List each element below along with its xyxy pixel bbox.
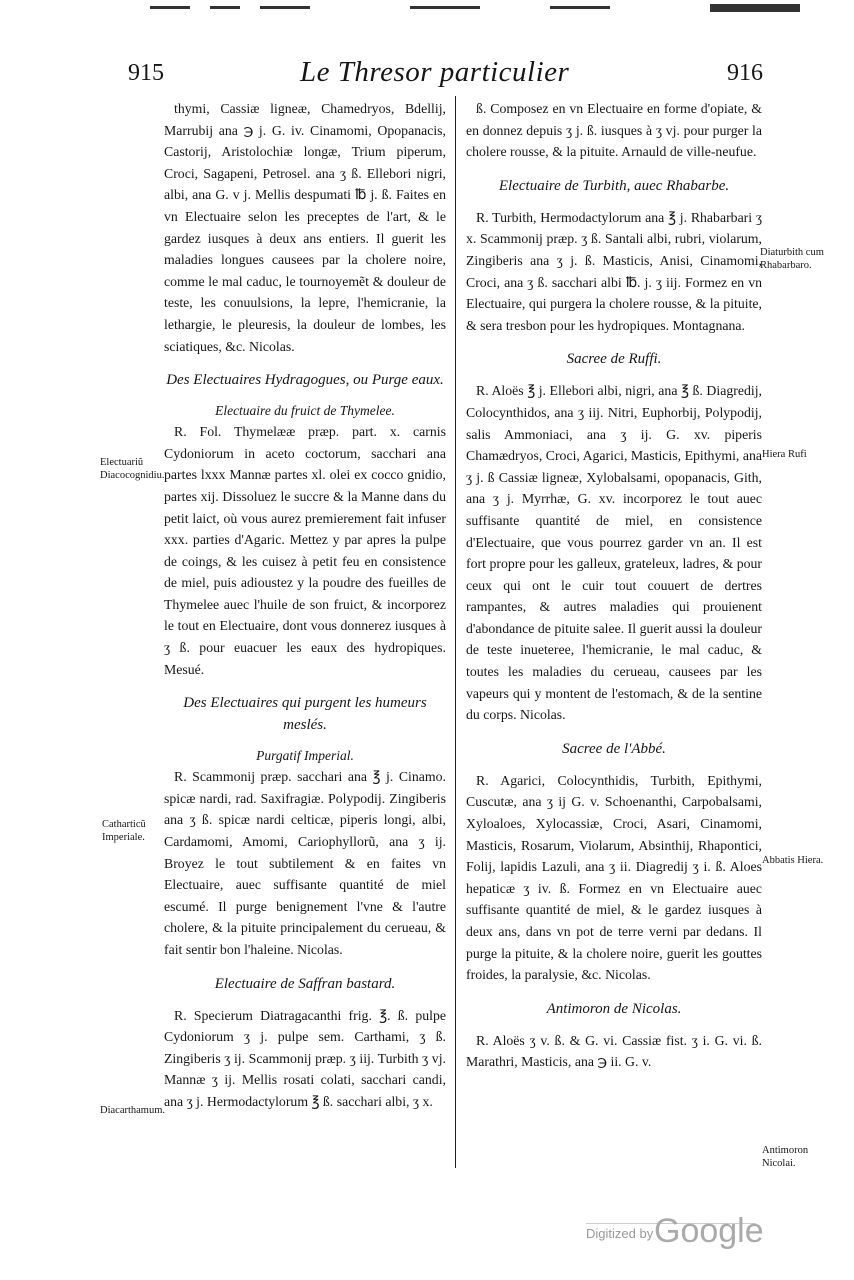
section-heading: Des Electuaires qui purgent les humeurs meslés.	[183, 695, 427, 734]
section-heading: Sacree de Ruffi.	[566, 351, 662, 368]
left-page-number: 915	[128, 60, 164, 86]
margin-note-electuarium: Electuariũ Diacocognidiu.	[100, 457, 165, 481]
section-heading: Des Electuaires Hydragogues, ou Purge eaux.	[166, 372, 444, 389]
column-rule	[455, 96, 456, 1168]
right-page-number: 916	[727, 60, 763, 86]
margin-note-diaturbith: Diaturbith cum Rhabarbaro.	[760, 247, 824, 271]
scan-top-edge	[150, 0, 810, 20]
left-column	[164, 98, 446, 1113]
section-heading: Antimoron de Nicolas.	[546, 1000, 682, 1017]
paragraph: R. Turbith, Hermodactylorum ana ℥ j. Rhabarbari ʒ x. Scammonij præp. ʒ ß. Santali albi, rubri, violarum, Zingiberis ana ʒ j. ß. Masticis, Anisi, Cinamomi, Croci, ana ʒ ß. sacchari albi ℔. j. ʒ iij. Formez en vn Electuaire, qui purgera la cholere rousse, & la pituite, & sera tresbon pour les hydropiques. Montagnana.	[466, 209, 762, 333]
margin-note-catharticum: Catharticũ Imperiale.	[102, 819, 146, 843]
margin-note-diacarthamum: Diacarthamum.	[100, 1105, 166, 1116]
paragraph: R. Scammonij præp. sacchari ana ℥ j. Cinamo. spicæ nardi, rad. Saxifragiæ. Polypodij. Zingiberis ana ʒ ß. spicæ nardi celticæ, piperis longi, albi, Cardamomi, Amomi, Cariophyllorũ, ana ʒ ij. Broyez le tout subtilement & en faites vn Electuaire, auec suffisante quantité de miel escumé. Il purge benignement l'vne & l'autre cholere, & la pituite principalement du cerueau, & fait sentir bon l'haleine. Nicolas.	[164, 769, 446, 957]
paragraph: R. Agarici, Colocynthidis, Turbith, Epithymi, Cuscutæ, ana ʒ ij G. v. Schoenanthi, Carpobalsami, Xyloaloes, Xylocassiæ, Croci, Asari, Cinamomi, Masticis, Rosarum, Violarum, Absinthij, Rhapontici, Folij, lapidis Lazuli, ana ʒ ii. Diagredij ʒ i. ß. Aloes hepaticæ ʒ iv. ß. Formez en vn Electuaire auec suffisante quantité de miel, & le gardez iusques à deux ans, dans vn pot de terre verni par dedans. Il purge la pituite, & la cholere noire, guerit les gouttes froides, la paralysie, &c. Nicolas.	[466, 772, 762, 983]
paragraph: R. Fol. Thymelææ præp. part. x. carnis Cydoniorum in aceto coctorum, sacchari ana partes lxxx Mannæ partes xl. olei ex cocco gnidio, partes xij. Dissoluez le succre & la Manne dans du petit laict, où vous aurez premierement fait infuser xxx. parties d'Agaric. Mettez y par apres la pulpe de coings, & les cuisez à petit feu en consistence de miel, puis adioustez y la poudre des fueilles de Thymelee auec l'huile de son fruict, & incorporez le tout en Electuaire, dont vous donnerez iusques à ʒ ß. pour euacuer les eaux des hydropiques. Mesué.	[164, 424, 446, 677]
paragraph: thymi, Cassiæ ligneæ, Chamedryos, Bdellij, Marrubij ana ℈ j. G. iv. Cinamomi, Opopanacis, Castorij, Aristolochiæ longæ, Trium piperum, Croci, Sagapeni, Petrosel. ana ʒ ß. Ellebori nigri, albi, ana G. v j. Mellis despumati ℔ j. ß. Faites en vn Electuaire selon les preceptes de l'art, & le gardez iusques à deux ans entiers. Il guerit les maladies longues causees par la cholere noire, comme le mal caduc, le tournoyemẽt & douleur de teste, les conuulsions, la lepre, l'hemicranie, la lethargie, le pleuresis, la douleur de lombes, les sciatiques, &c. Nicolas.	[164, 101, 446, 354]
margin-note-antimoron: Antimoron Nicolai.	[762, 1145, 809, 1169]
paragraph: R. Aloës ʒ v. ß. & G. vi. Cassiæ fist. ʒ i. G. vi. ß. Marathri, Masticis, ana ℈ ii. G. v.	[466, 1032, 762, 1070]
section-heading: Electuaire de Turbith, auec Rhabarbe.	[498, 177, 730, 194]
running-title: Le Thresor particulier	[300, 56, 570, 88]
paragraph: R. Specierum Diatragacanthi frig. ℥. ß. pulpe Cydoniorum ʒ j. pulpe sem. Carthami, ʒ ß. Zingiberis ʒ ij. Scammonij præp. ʒ iij. Turbith ʒ vj. Mannæ ʒ ij. Mellis rosati colati, sacchari candi, ana ʒ j. Hermodactylorum ℥ ß. sacchari albi, ʒ x.	[164, 1007, 446, 1109]
recipe-title: Electuaire du fruict de Thymelee.	[215, 403, 395, 419]
margin-note-hiera-rufi: Hiera Rufi	[762, 449, 807, 460]
right-column	[466, 98, 762, 1073]
google-watermark: Google	[654, 1212, 764, 1250]
digitized-label: Digitized by	[586, 1226, 654, 1241]
paragraph: R. Aloës ℥ j. Ellebori albi, nigri, ana ℥ ß. Diagredij, Colocynthidos, ana ʒ iij. Nitri, Euphorbij, Polypodij, salis Ammoniaci, ana ʒ ij. G. xv. piperis Chamædryos, Croci, Agarici, Masticis, Epithymi, ana ʒ j. ß Cassiæ ligneæ, Xylobalsami, opopanacis, Gith, ana ʒ j. Myrrhæ, G. xv. incorporez le tout auec suffisante quantité de miel, en consistence d'Electuaire, que vous pourrez garder vn an. Il est fort propre pour les galleux, grateleux, ladres, & pour ceux qui ont le cuir tout couuert de dertres rampantes, & autres maladies qui prouienent d'abondance de pituite salee. Il guerit aussi la douleur de teste inueteree, l'hemicranie, le mal caduc, & toutes les maladies du cerueau, causees par les vapeurs qui y montent de l'estomach, & de la sentine du corps. Nicolas.	[466, 383, 762, 723]
paragraph: ß. Composez en vn Electuaire en forme d'opiate, & en donnez depuis ʒ j. ß. iusques à ʒ vj. pour purger la cholere rousse, & la pituite. Arnauld de ville-neufue.	[466, 101, 762, 160]
margin-note-abbatis-hiera: Abbatis Hiera.	[762, 855, 824, 866]
section-heading: Sacree de l'Abbé.	[562, 740, 666, 757]
section-heading: Electuaire de Saffran bastard.	[214, 975, 396, 992]
recipe-title: Purgatif Imperial.	[256, 748, 354, 764]
